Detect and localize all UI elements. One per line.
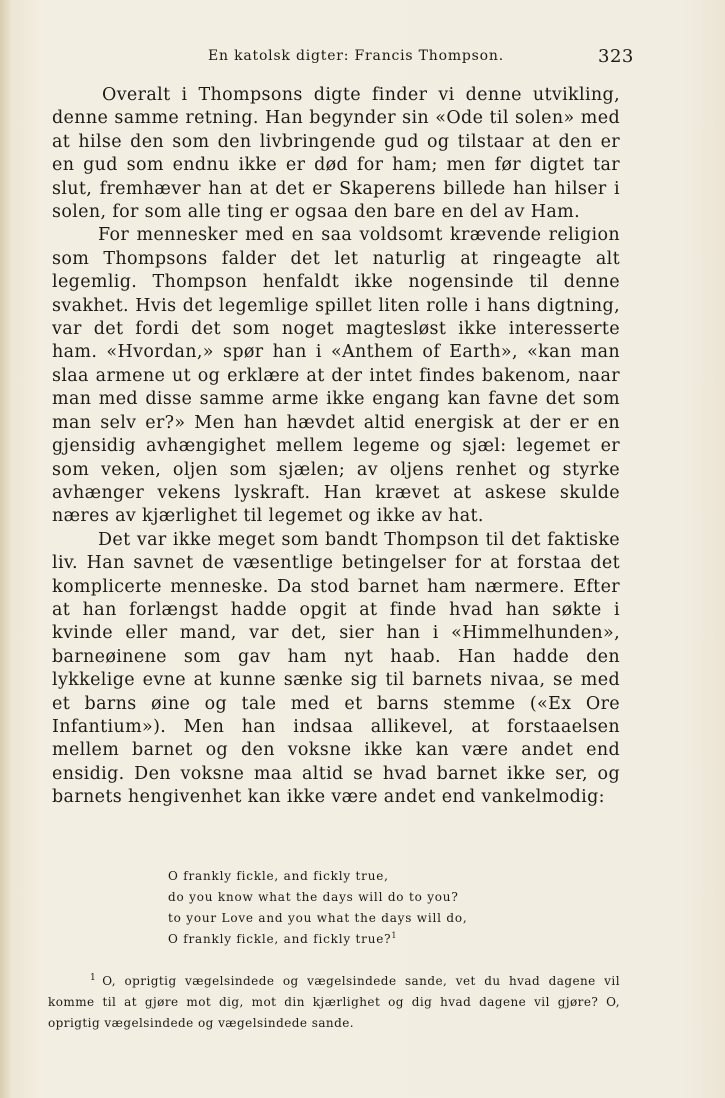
paragraph-3: Det var ikke meget som bandt Thompson til det faktiske liv. Han savnet de væsentlige betingelser for at forstaa det komplicerte menneske. Da stod barnet ham nærmere. Efter at han forlængst hadde opgit at finde hvad han søkte i kvinde eller mand, var det, sier han i «Himmelhunden», barneøinene som gav ham nyt haab. Han hadde den lykkelige evne at kunne sænke sig til barnets nivaa, se med et barns øine og tale med et barns stemme («Ex Ore Infantium»). Men han indsaa allikevel, at forstaaelsen mellem barnet og den voksne ikke kan være andet end ensidig. Den voksne maa altid se hvad barnet ikke ser, og barnets hengivenhet kan ikke være andet end vankelmodig:: [52, 529, 620, 808]
paragraph-2: For mennesker med en saa voldsomt krævende religion som Thompsons falder det let naturlig at ringeagte alt legemlig. Thompson henfaldt ikke nogensinde til denne svakhet. Hvis det legemlige spillet liten rolle i hans digtning, var det fordi det som noget magtesløst ikke interesserte ham. «Hvordan,» spør han i «Anthem of Earth», «kan man slaa armene ut og erklære at der intet findes bakenom, naar man med disse samme arme ikke engang kan favne det som man selv er?» Men han hævdet altid energisk at der er en gjensidig avhængighet mellem legeme og sjæl: legemet er som veken, oljen som sjælen; av oljens renhet og styrke avhænger vekens lyskraft. Han krævet at askese skulde næres av kjærlighet til legemet og ikke av hat.: [52, 225, 620, 527]
poem-quotation: [168, 866, 548, 950]
main-text: [52, 84, 620, 810]
page-number: 323: [598, 46, 634, 67]
poem-line-3: to your Love and you what the days will do,: [168, 911, 468, 925]
poem-line-1: O frankly fickle, and fickly true,: [168, 869, 389, 883]
poem-footnote-marker: 1: [391, 931, 398, 940]
footnote-marker: 1: [90, 973, 97, 983]
poem-line-4-text: O frankly fickle, and fickly true?: [168, 932, 392, 946]
page-gutter-shadow: [0, 0, 10, 1098]
footnote: [48, 968, 620, 1034]
paragraph-1: Overalt i Thompsons digte finder vi denne utvikling, denne samme retning. Han begynder sin «Ode til solen» med at hilse den som den livbringende gud og tilstaar at den er en gud som endnu ikke er død for ham; men før digtet tar slut, fremhæver han at det er Skaperens billede han hilser i solen, for som alle ting er ogsaa den bare en del av Ham.: [52, 85, 620, 223]
poem-line-4: [168, 929, 548, 950]
page-header: [0, 46, 725, 70]
footnote-text: O, oprigtig vægelsindede og vægelsindede sande, vet du hvad dagene vil komme til at gjøre mot dig, mot din kjærlighet og dig hvad dagene vil gjøre? O, oprigtig vægelsindede og vægelsindede sande.: [48, 974, 620, 1030]
poem-line-2: do you know what the days will do to you?: [168, 890, 459, 904]
running-title: En katolsk digter: Francis Thompson.: [208, 48, 504, 64]
